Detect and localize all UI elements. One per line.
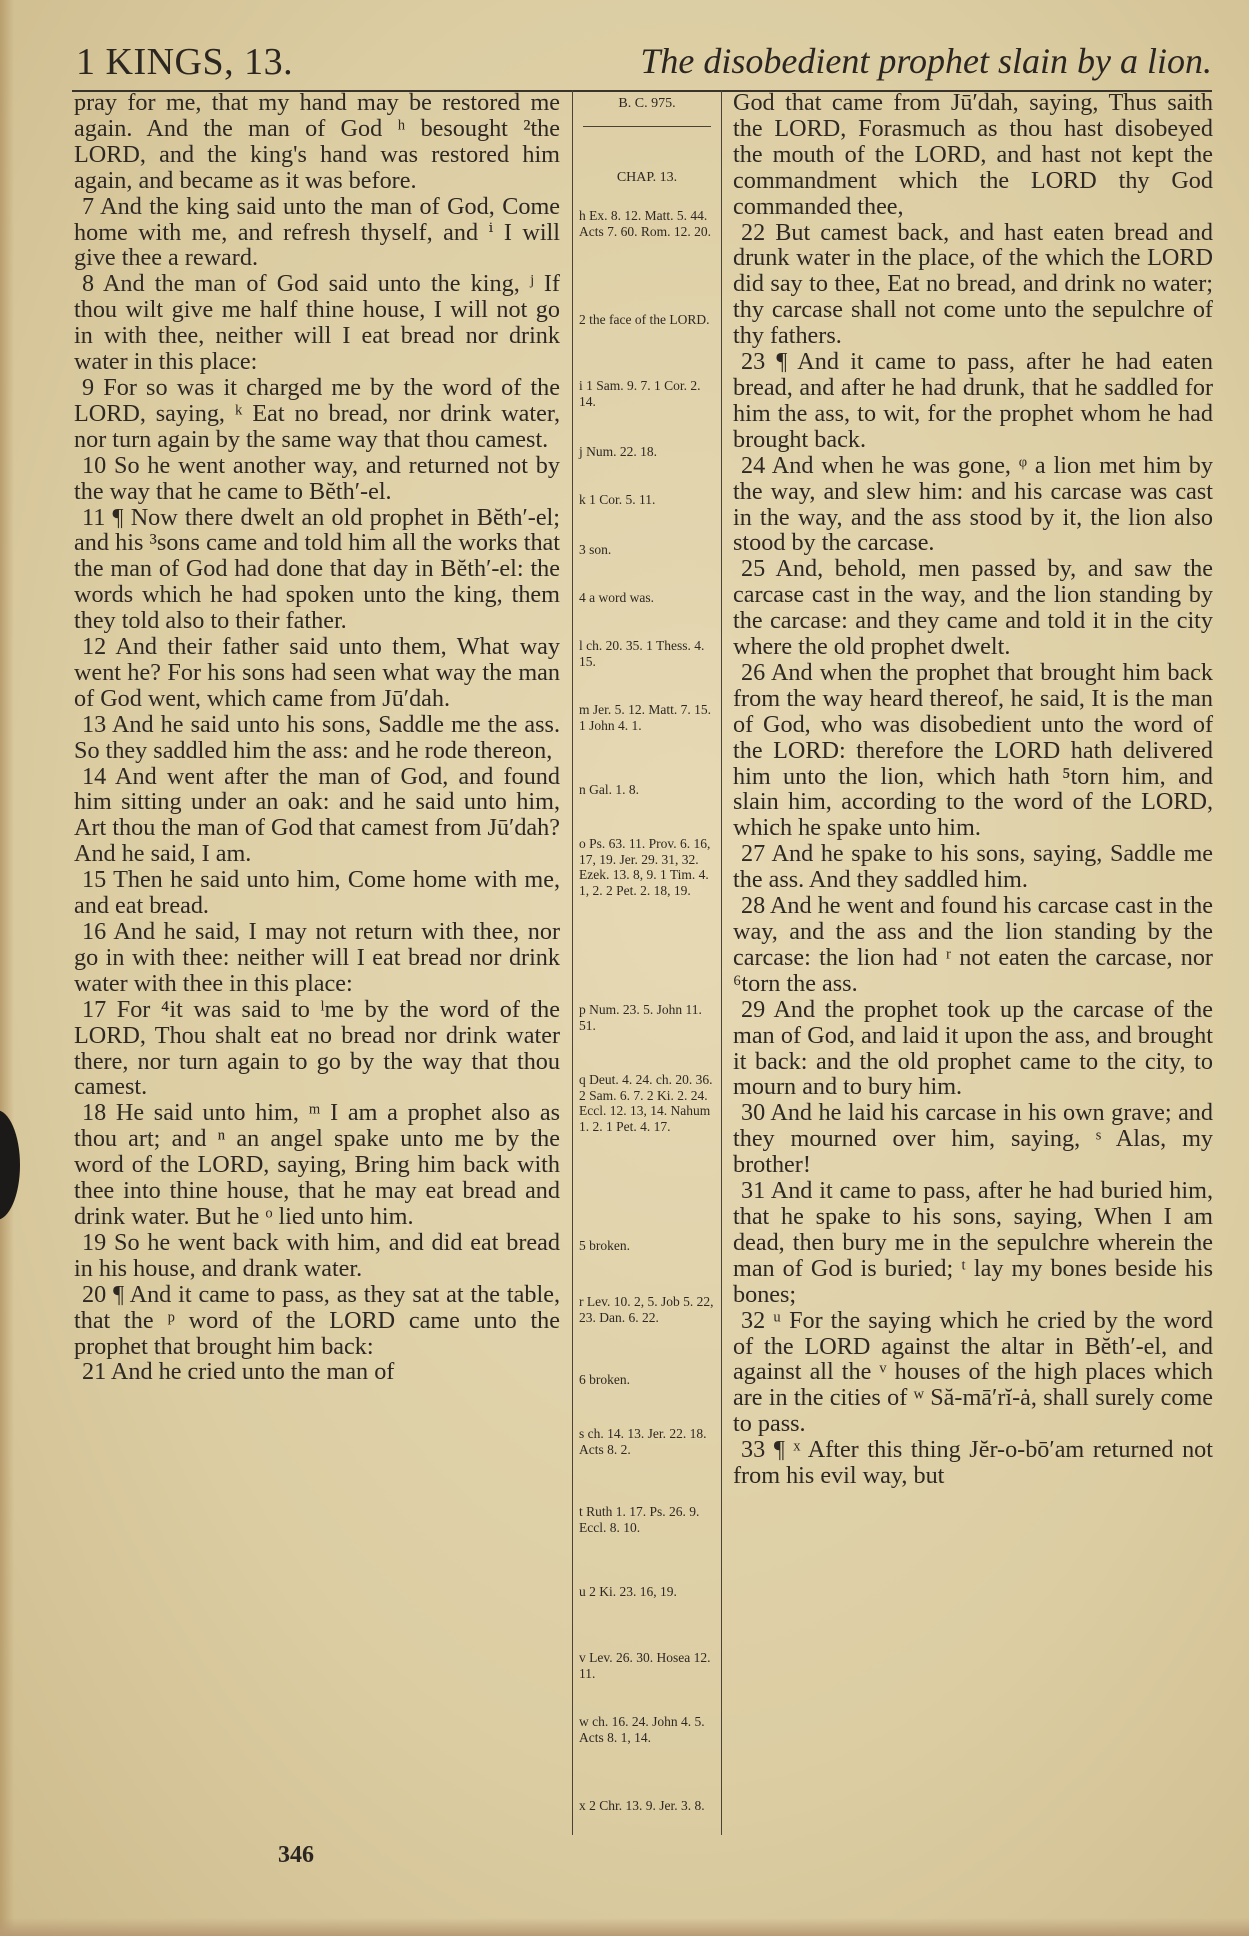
cross-reference: r Lev. 10. 2, 5. Job 5. 22, 23. Dan. 6. 22.: [579, 1294, 714, 1325]
cross-reference: x 2 Chr. 13. 9. Jer. 3. 8.: [579, 1798, 705, 1813]
cross-reference: h Ex. 8. 12. Matt. 5. 44. Acts 7. 60. Rom. 12. 20.: [579, 208, 712, 239]
cross-reference: q Deut. 4. 24. ch. 20. 36. 2 Sam. 6. 7. 2 Ki. 2. 24. Eccl. 12. 13, 14. Nahum 1. 2. 1 Pet. 4. 17.: [579, 1072, 713, 1134]
verse-paragraph: God that came from Jū′dah, saying, Thus saith the LORD, Forasmuch as thou hast disobeyed the mouth of the LORD, and hast not kept the commandment which the LORD thy God commanded thee,: [733, 89, 1213, 220]
cross-reference: s ch. 14. 13. Jer. 22. 18. Acts 8. 2.: [579, 1426, 707, 1457]
verse-paragraph: 17 For ⁴it was said to ˡme by the word of the LORD, Thou shalt eat no bread nor drink water there, nor turn again to go by the way that thou camest.: [74, 995, 560, 1101]
verse-paragraph: 21 And he cried unto the man of: [82, 1358, 395, 1386]
verse-paragraph: 12 And their father said unto them, What way went he? For his sons had seen what way the man of God went, which came from Jū′dah.: [74, 633, 560, 712]
verse-paragraph: 32 ᵘ For the saying which he cried by the word of the LORD against the altar in Bĕth′-el, and against all the ᵛ houses of the high places which are in the cities of ʷ Să-mā′rĭ-ȧ, shall surely come to pass.: [733, 1306, 1213, 1438]
page-left-edge: [0, 0, 14, 1936]
cross-reference: n Gal. 1. 8.: [579, 782, 639, 797]
right-text-column: [733, 90, 1213, 1489]
verse-paragraph: 22 But camest back, and hast eaten bread and drunk water in the place, of the which the LORD did say to thee, Eat no bread, and drink no water; thy carcase shall not come unto the sepulchre of thy fathers.: [733, 218, 1213, 350]
verse-paragraph: 10 So he went another way, and returned not by the way that he came to Bĕth′-el.: [74, 451, 560, 505]
cross-reference: 6 broken.: [579, 1372, 630, 1387]
verse-paragraph: 27 And he spake to his sons, saying, Saddle me the ass. And they saddled him.: [733, 840, 1213, 894]
book-chapter-heading: 1 KINGS, 13.: [76, 41, 294, 83]
cross-reference: v Lev. 26. 30. Hosea 12. 11.: [579, 1650, 711, 1681]
margin-divider: [583, 126, 711, 127]
page-number: 346: [278, 1842, 314, 1868]
verse-paragraph: 26 And when the prophet that brought him back from the way heard thereof, he said, It is the man of God, who was disobedient unto the word of the LORD: therefore the LORD hath delivered him unto the lion, which hath ⁵torn him, and slain him, according to the word of the LORD, which he spake unto him.: [733, 658, 1213, 842]
cross-reference: u 2 Ki. 23. 16, 19.: [579, 1584, 677, 1599]
verse-paragraph: 24 And when he was gone, ᵠ a lion met him by the way, and slew him: and his carcase was cast in the way, and the ass stood by it, the lion also stood by the carcase.: [733, 451, 1213, 557]
running-header: [72, 34, 1212, 92]
verse-paragraph: 14 And went after the man of God, and found him sitting under an oak: and he said unto him, Art thou the man of God that camest from Jū′dah? And he said, I am.: [74, 762, 560, 868]
cross-reference: 3 son.: [579, 542, 612, 557]
chapter-label: CHAP. 13.: [616, 170, 678, 185]
verse-paragraph: 9 For so was it charged me by the word of the LORD, saying, ᵏ Eat no bread, nor drink water, nor turn again by the same way that thou camest.: [74, 373, 560, 453]
cross-reference: 4 a word was.: [579, 590, 654, 605]
date-label: B. C. 975.: [618, 96, 676, 111]
verse-paragraph: 15 Then he said unto him, Come home with me, and eat bread.: [74, 866, 560, 920]
verse-paragraph: pray for me, that my hand may be restored me again. And the man of God ʰ besought ²the LORD, and the king's hand was restored him again, and became as it was before.: [74, 89, 560, 194]
verse-paragraph: 13 And he said unto his sons, Saddle me the ass. So they saddled him the ass: and he rode thereon,: [74, 710, 560, 764]
verse-paragraph: 31 And it came to pass, after he had buried him, that he spake to his sons, saying, When I am dead, then bury me in the sepulchre wherein the man of God is buried; ᵗ lay my bones beside his bones;: [733, 1177, 1213, 1308]
verse-paragraph: 19 So he went back with him, and did eat bread in his house, and drank water.: [74, 1228, 560, 1282]
verse-paragraph: 7 And the king said unto the man of God, Come home with me, and refresh thyself, and ⁱ I will give thee a reward.: [74, 192, 560, 272]
center-reference-column: [572, 90, 722, 1835]
verse-paragraph: 28 And he went and found his carcase cast in the way, and the ass and the lion standing by the carcase: the lion had ʳ not eaten the carcase, nor ⁶torn the ass.: [733, 892, 1213, 997]
cross-reference: o Ps. 63. 11. Prov. 6. 16, 17, 19. Jer. 29. 31, 32. Ezek. 13. 8, 9. 1 Tim. 4. 1, 2. 2 Pet. 2. 18, 19.: [579, 836, 711, 898]
verse-paragraph: 20 ¶ And it came to pass, as they sat at the table, that the ᵖ word of the LORD came unto the prophet that brought him back:: [74, 1280, 560, 1360]
cross-reference: t Ruth 1. 17. Ps. 26. 9. Eccl. 8. 10.: [579, 1504, 700, 1535]
cross-reference: l ch. 20. 35. 1 Thess. 4. 15.: [579, 638, 705, 669]
cross-reference: 2 the face of the LORD.: [579, 312, 710, 327]
cross-reference: m Jer. 5. 12. Matt. 7. 15. 1 John 4. 1.: [579, 702, 711, 733]
cross-reference: k 1 Cor. 5. 11.: [579, 492, 656, 507]
cross-reference: i 1 Sam. 9. 7. 1 Cor. 2. 14.: [579, 378, 701, 409]
cross-reference: j Num. 22. 18.: [579, 444, 658, 459]
verse-paragraph: 25 And, behold, men passed by, and saw the carcase cast in the way, and the lion standing by the carcase: and they came and told it in the city where the old prophet dwelt.: [733, 555, 1213, 661]
verse-paragraph: 33 ¶ ˣ After this thing Jĕr-o-bō′am returned not from his evil way, but: [733, 1436, 1213, 1490]
verse-paragraph: 30 And he laid his carcase in his own grave; and they mourned over him, saying, ˢ Alas, my brother!: [733, 1099, 1213, 1179]
verse-paragraph: 11 ¶ Now there dwelt an old prophet in Bĕth′-el; and his ³sons came and told him all the works that the man of God had done that day in Bĕth′-el: the words which he had spoken unto the king, them they told also to their father.: [74, 503, 560, 635]
verse-paragraph: 23 ¶ And it came to pass, after he had eaten bread, and after he had drunk, that he saddled for him the ass, to wit, for the prophet whom he had brought back.: [733, 348, 1213, 453]
verse-paragraph: 8 And the man of God said unto the king, ʲ If thou wilt give me half thine house, I will not go in with thee, neither will I eat bread nor drink water in this place:: [74, 270, 560, 376]
verse-paragraph: 29 And the prophet took up the carcase of the man of God, and laid it upon the ass, and brought it back: and the old prophet came to the city, to mourn and to bury him.: [733, 995, 1213, 1101]
page-topic-heading: The disobedient prophet slain by a lion.: [640, 41, 1212, 81]
cross-reference: 5 broken.: [579, 1238, 630, 1253]
thumb-index-tab: [0, 1110, 20, 1220]
verse-paragraph: 18 He said unto him, ᵐ I am a prophet also as thou art; and ⁿ an angel spake unto me by the word of the LORD, saying, Bring him back with thee into thine house, that he may eat bread and drink water. But he ᵒ lied unto him.: [74, 1099, 560, 1230]
page-bottom-edge: [0, 1918, 1249, 1936]
cross-reference: p Num. 23. 5. John 11. 51.: [579, 1002, 702, 1033]
verse-paragraph: 16 And he said, I may not return with thee, nor go in with thee: neither will I eat bread nor drink water with thee in this place:: [74, 918, 560, 997]
left-text-column: [74, 90, 560, 1385]
cross-reference: w ch. 16. 24. John 4. 5. Acts 8. 1, 14.: [579, 1714, 705, 1745]
